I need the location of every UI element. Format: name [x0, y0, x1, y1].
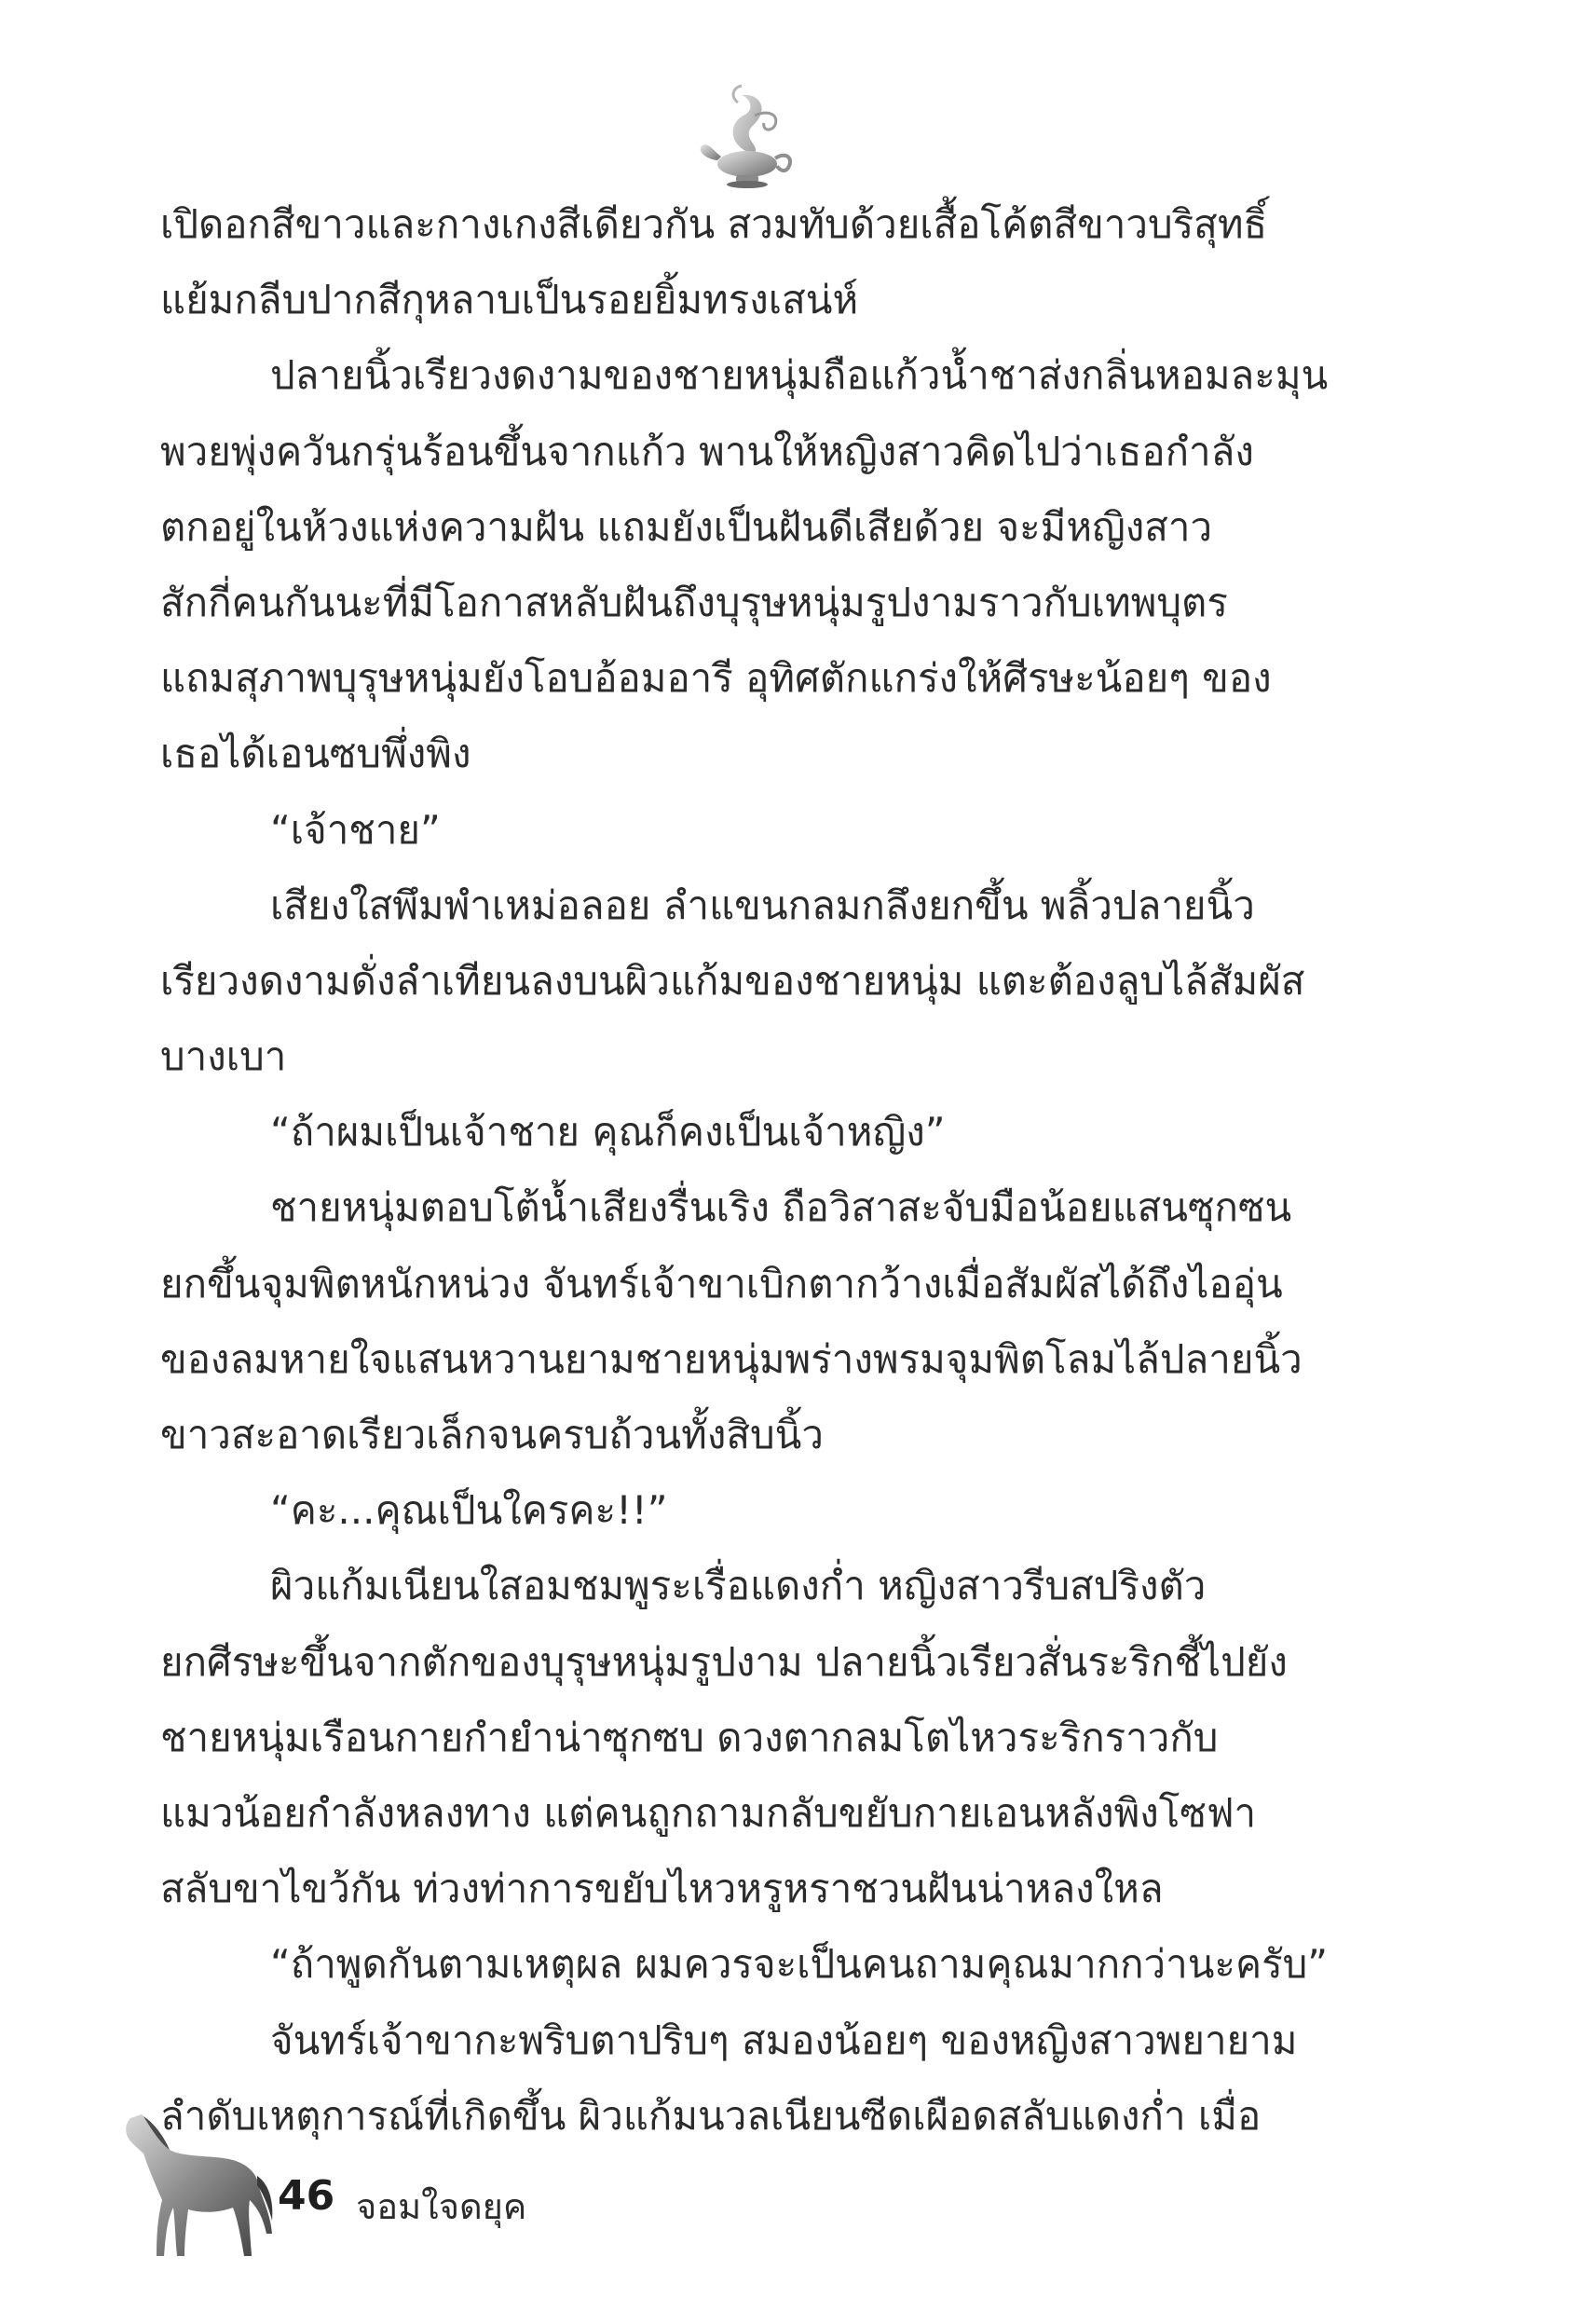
text-line: เธอได้เอนซบพึ่งพิง	[160, 731, 471, 777]
text-line: “ถ้าผมเป็นเจ้าชาย คุณก็คงเป็นเจ้าหญิง”	[270, 1109, 946, 1156]
body-text	[160, 186, 1344, 2154]
text-line: แย้มกลีบปากสีกุหลาบเป็นรอยยิ้มทรงเสน่ห์	[160, 277, 859, 323]
text-line: เสียงใสพึมพำเหม่อลอย ลำแขนกลมกลึงยกขึ้น พลิ้วปลายนิ้ว	[270, 882, 1255, 928]
text-line: เปิดอกสีขาวและกางเกงสีเดียวกัน สวมทับด้วยเสื้อโค้ตสีขาวบริสุทธิ์	[160, 201, 1268, 247]
text-line: ชายหนุ่มเรือนกายกำยำน่าซุกซบ ดวงตากลมโตไหวระริกราวกับ	[160, 1714, 1219, 1760]
text-line: สลับขาไขว้กัน ท่วงท่าการขยับไหวหรูหราชวนฝันน่าหลงใหล	[160, 1866, 1164, 1912]
page-footer	[121, 2111, 773, 2260]
text-line: บางเบา	[160, 1033, 287, 1080]
text-line: ของลมหายใจแสนหวานยามชายหนุ่มพร่างพรมจุมพิตโลมไล้ปลายนิ้ว	[160, 1335, 1303, 1382]
book-title: จอมใจดยุค	[356, 2186, 527, 2227]
text-line: สักกี่คนกันนะที่มีโอกาสหลับฝันถึงบุรุษหนุ่มรูปงามราวกับเทพบุตร	[160, 579, 1228, 625]
text-line: เรียวงดงามดั่งลำเทียนลงบนผิวแก้มของชายหนุ่ม แตะต้องลูบไล้สัมผัส	[160, 957, 1305, 1004]
text-line: แถมสุภาพบุรุษหนุ่มยังโอบอ้อมอารี อุทิศตักแกร่งให้ศีรษะน้อยๆ ของ	[160, 655, 1272, 702]
text-line: “ถ้าพูดกันตามเหตุผล ผมควรจะเป็นคนถามคุณมากกว่านะครับ”	[270, 1941, 1329, 1988]
text-line: ผิวแก้มเนียนใสอมชมพูระเรื่อแดงก่ำ หญิงสาวรีบสปริงตัว	[270, 1563, 1207, 1609]
text-line: ตกอยู่ในห้วงแห่งความฝัน แถมยังเป็นฝันดีเสียด้วย จะมีหญิงสาว	[160, 503, 1213, 550]
text-line: ชายหนุ่มตอบโต้น้ำเสียงรื่นเริง ถือวิสาสะจับมือน้อยแสนซุกซน	[270, 1184, 1292, 1231]
text-line: ยกศีรษะขึ้นจากตักของบุรุษหนุ่มรูปงาม ปลายนิ้วเรียวสั่นระริกชี้ไปยัง	[160, 1638, 1288, 1685]
text-line: แมวน้อยกำลังหลงทาง แต่คนถูกถามกลับขยับกายเอนหลังพิงโซฟา	[160, 1789, 1257, 1836]
text-line: ปลายนิ้วเรียวงดงามของชายหนุ่มถือแก้วน้ำชาส่งกลิ่นหอมละมุน	[270, 352, 1329, 399]
horse-icon	[121, 2111, 275, 2260]
text-line: จันทร์เจ้าขากะพริบตาปริบๆ สมองน้อยๆ ของหญิงสาวพยายาม	[270, 2017, 1298, 2063]
page-number: 46	[278, 2172, 335, 2220]
text-line: “คะ...คุณเป็นใครคะ!!”	[270, 1487, 668, 1534]
text-line: ขาวสะอาดเรียวเล็กจนครบถ้วนทั้งสิบนิ้ว	[160, 1412, 824, 1457]
text-line: “เจ้าชาย”	[270, 806, 441, 853]
text-line: ลำดับเหตุการณ์ที่เกิดขึ้น ผิวแก้มนวลเนียนซีดเผือดสลับแดงก่ำ เมื่อ	[160, 2092, 1262, 2139]
text-line: พวยพุ่งควันกรุ่นร้อนขึ้นจากแก้ว พานให้หญิงสาวคิดไปว่าเธอกำลัง	[160, 428, 1254, 474]
text-line: ยกขึ้นจุมพิตหนักหน่วง จันทร์เจ้าขาเบิกตากว้างเมื่อสัมผัสได้ถึงไออุ่น	[160, 1260, 1283, 1306]
genie-lamp-icon	[689, 75, 811, 196]
